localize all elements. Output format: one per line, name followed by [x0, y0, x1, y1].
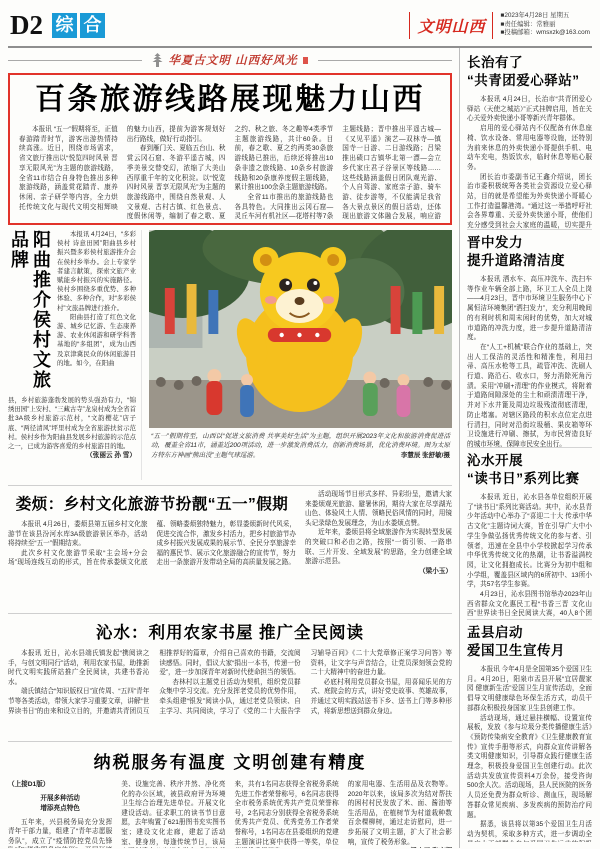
slogan-banner: [8, 51, 452, 69]
yangqu-top: [8, 230, 136, 393]
rail-body: [467, 275, 592, 448]
seal-icon: [303, 57, 308, 64]
qinshui-columns: [8, 649, 452, 737]
rail-paragraph: 本报讯 近日，沁水县各单位组织开展了“读书日”系列比赛活动。其中，沁水县青少年活动中心举办了“喜迎二十大 传承中华古文化”主题诗词大赛，旨在引导广大中小学生争做弘扬优秀传统文化的参与者、引领者，迅速在全县中小学校掀起学习传承中华优秀传统文化的热潮，让书香溢满校园，让文化拥抱成长。比赛分为初中组和小学组，覆盖县区域内的6所初中、13所小学，共57名学生参赛。: [467, 494, 592, 589]
lead-story: [8, 73, 452, 225]
photo-block: [149, 230, 452, 480]
tax-paragraph: 的家用电器、生活用品及衣物等。2020年以来，该局多次为结对帮扶的困村村民发放了米、面、酱油等生活用品，在植树节为村道栽种数百余棵柳树，通过走访慰问，进一步拓展了文明主题，扩大了社会影响，宣传了税务形象。: [347, 781, 452, 846]
masthead-left: [10, 11, 105, 39]
qinshui-reading-story: [8, 613, 452, 737]
tax-columns: [8, 780, 452, 848]
lead-headline: 百条旅游线路展现魅力山西: [35, 83, 425, 116]
paper-name: 文明山西: [409, 12, 493, 39]
rail-headline-line: 长治有了: [467, 55, 523, 70]
slogan-banner-inner: [142, 52, 317, 68]
tax-paragraph: 五年来，兴县税务局充分发挥青年干部力量，组建了“青年志愿服务队”，成立了“疫情防控党员先锋: [8, 818, 113, 845]
tax-paragraph: 来，共有1名同志获得全省税务系统先进工作者荣誉称号，6名同志获得全市税务系统优秀共产党员荣誉称号，2名同志分别获得全省税务系统优秀共产党员、优秀党务工作者荣誉称号，1名同志在县委组织的党建主题演讲比赛中获得一等奖，单位: [234, 781, 339, 846]
yangqu-paragraph: 阳曲县打造了红色文化游、城乡记忆游、生态康养游、农业休闲游和研学科普基地的“多组团”，成为山西及京津冀民众的休闲旅游目的地。如今，在阳曲: [57, 313, 136, 367]
yangqu-paragraph: 县，乡村旅游蓬勃发展的势头强劲有力，“锦绣田园”上安村、“三藏古寺”龙泉村成为全省首批3A级乡村旅游示范村，“文韵樱花”店子底、“两径清风”坪里村成为全省旅游扶贫示范村。侯村乡作为阳曲县发展乡村旅游的示范点之一，已成为游客喜爱的乡村旅游目的地。: [8, 397, 136, 451]
yangqu-story: [8, 230, 142, 480]
tax-subhead: [8, 794, 112, 814]
rail-article-jinzhong: [467, 230, 592, 448]
tax-byline: [348, 847, 452, 848]
section-char-2: 合: [80, 13, 105, 38]
section-badge: [52, 13, 105, 38]
lead-paragraph: 全省11市推出的旅游线路也各具特色。大同推出云冈石窟—灵丘车河有机社区—花塔村等7条主题线路；晋中推出平遥古城—《又见平遥》演艺—双林寺—镇国寺一日游、二日游线路；吕梁推出碛口古镇华北第一漂—会立乡代家庄君子谷景区等线路……这些线路涵盖假日团队观光游、个人自驾游、家庭亲子游、骑车游、徒步游等，不仅能满足我省各大景点景区的假日活动，还体现出旅游文体融合发展，响应游: [234, 126, 441, 221]
qinshui-headline: 沁水：利用农家书屋 推广全民阅读: [95, 624, 365, 642]
rail-headline-line: 晋中发力: [467, 235, 523, 250]
tax-paragraph: 美、设施完善、秩序井然、净化亮化的办公区域，被县政府评为环境卫生综合治理先进单位。开展文化建设活动。征求职工的读书节目意愿，去年购置了621册图书充实图书室；建设文化走廊，建起了活动室、健身房，每逢传统节日，该局: [121, 781, 226, 846]
masthead-right: [409, 12, 590, 39]
yangqu-vertical-headline: 阳曲推介侯村文旅品牌: [9, 230, 51, 390]
rail-headline: [467, 624, 592, 659]
rail-paragraph: 启用的爱心驿站内不仅配备有休息座椅、饮水设备、常用电器等设施，还特别为前来休息的外卖快递小哥提供手机、电动车充电，热饭饮水，临时休息等贴心服务。: [467, 125, 592, 171]
rail-body: [467, 95, 592, 230]
main-column: [8, 48, 459, 848]
loufan-left: [8, 490, 296, 609]
loufan-paragraph: 本报讯 4月26日，娄烦县第五届乡村文化旅游节在该县汾河水库3A级旅游景区举办，活动将持续至“五一”假期结束。: [8, 521, 148, 548]
yangqu-column: [57, 230, 136, 393]
email-line: ■投稿邮箱：wmsxzk@163.com: [500, 29, 590, 37]
loufan-paragraph: 此次乡村文化旅游节采取“主会场+分会场”现场连线互动的形式，旨在传承娄烦文化底蕴、领略娄烦独特魅力，彰显娄烦新时代风采，促进交流合作，激发乡村活力，把乡村旅游节办成乡村振兴发展成果的展示节、全民分享旅游幸福的惠民节、展示文化旅游融合的宣传节，努力走出一条旅游开发带动全局的高质量发展之路。: [8, 521, 296, 567]
rail-body: [467, 493, 592, 620]
right-rail: [459, 48, 592, 848]
parade-photo: [149, 230, 452, 428]
lead-body: [19, 125, 441, 223]
parade-photo-illustration: [149, 230, 452, 428]
tax-column-1: [8, 780, 112, 848]
lead-paragraph: 本报讯 “五一”假期将至，正值春游踏青时节，游客出游热情持续高涨。近日，围绕市场需求，省文旅厅推出以“悦览四时风景 晋享无限风光”为主题的旅游线路，全省11市结合自身特色推出多种旅游线路，涵盖赏花踏青、康养休闲、亲子研学等内容，全力烘托传统文化与现代文明交相辉映的魅力山西，提前为游客规划好出行路线，做好行动指引。: [19, 126, 226, 211]
rail-paragraph: 本报讯 4月24日，长治市“共青团爱心驿站（天使之城站）”正式挂牌启用，旨在关心关爱外卖快递小哥等新兴青年群体。: [467, 96, 592, 123]
section-char-1: 综: [52, 13, 77, 38]
rail-article-qinshui-contest: [467, 448, 592, 620]
rail-headline-line: 提升道路清洁度: [467, 252, 565, 268]
rail-article-yuxian: [467, 620, 592, 842]
rail-article-changzhi: [467, 50, 592, 230]
continued-note: （上接D1版）: [8, 781, 50, 788]
rail-headline: [467, 54, 592, 89]
masthead-info: [500, 12, 590, 38]
tax-headline: 纳税服务有温度 文明创建有精度: [93, 753, 367, 772]
rail-headline-line: “共青团爱心驿站”: [467, 72, 580, 88]
rail-body: [467, 665, 592, 842]
tax-story: [8, 741, 452, 848]
loufan-paragraph: 近年来，娄烦县将全域旅游作为实现转型发展的突破口和必由之路，按照“一街引领、一路串联、三片开发、全域发展”的思路，全力创建全域旅游示范县。: [305, 529, 452, 566]
photo-caption: [149, 428, 452, 460]
rail-headline-line: “读书日”系列比赛: [467, 470, 580, 486]
rail-paragraph: 据悉，该县将以第35个爱国卫生月活动为契机，采取多种方式，进一步调动全: [467, 821, 592, 838]
yangqu-bottom: [8, 396, 136, 480]
loufan-story: [8, 485, 452, 609]
rail-paragraph: 团长治市委副书记王鑫介绍说，团长治市委积极统筹各类社会资源设立爱心驿站，目的就是希望能为外卖快递小哥暖心工作打造温馨港湾。“通过这一举措呼吁社会各界尊重、关爱外卖快递小哥，使他们充分感受到社会大家庭的温暖，切实提升: [467, 173, 592, 230]
qinshui-paragraph: 端氏镇结合“知识版权日”宣传周、“五四”青年节等各类活动，带领大家学习重要文章，讲解“世界读书日”的由来和设立目的，并邀请共青团员互相推荐好的篇章，介绍自己喜欢的书籍，交流阅读感悟。同时，倡议大家“捐出一本书，传递一份爱”，进一步加深青年对新时代使命担当的领悟。: [8, 650, 301, 715]
date-line: ■2023年4月28日 星期五: [500, 12, 570, 20]
qinshui-paragraph: 杏林村以主题党日活动为契机，组织党员群众集中学习交流。充分发挥老党员的优势作用，牵头组建“银发”阅读小队，通过老党员领读、自主学习、共同阅读，学习了《党的二十大报告学习辅导百问》《二十大党章修正案学习问答》等资料，让文字与声音结合，让党员深刻领会党的二十大精神中的奋进力量。: [159, 650, 452, 715]
rail-headline-line: 盂县启动: [467, 625, 523, 640]
qinshui-paragraph: 必底村利用党员群众书屋，用喜闻乐见的方式、庭院会的方式，讲好党史故事、英雄故事，并通过文明实践站送书下乡、送书上门等多种形式，将新思想送到群众身边。: [310, 678, 452, 715]
rail-paragraph: 在“人工+机械”联合作业的基础上，突出人工保洁的灵活性和精准性，利用扫帚、高压水枪等工具，疏管冲洗、洗刷人行道、路沿石、收水口，努力消除死角污渍。采用“冲刷+清理”的作业模式，将附着于道路间隙深处的尘土和顽渍清理干净，并对下水井篦及周边垃圾残渣彻底清理，防止堵塞。对辖区路段的积水点位定点进行清扫，同时对沿街垃圾桶、果皮箱等环卫设施进行冲刷、擦拭，为市民营造良好的城市环境，保障市民安全出行。: [467, 343, 592, 448]
rail-paragraph: 活动现场，通过悬挂横幅、设置宣传展板，发放《参与垃圾分类传播健康生活》《预防传染病安全教育》《卫生健康教育宣传》宣传手册等形式，向群众宣传讲解各类文明健康知识，引导群众践行健康生活理念，积极投身爱国卫生创建行动。此次活动共发放宣传资料4万余份，接受咨询500余人次。活动现场，县人民医院的医务人员还免费为群众听诊、测血压，现场解答群众常见疾病、多发疾病的预防治疗问题。: [467, 714, 592, 819]
page-content: [8, 48, 592, 848]
rail-headline-line: 沁水开展: [467, 453, 523, 468]
page-number: D2: [10, 10, 43, 40]
rail-paragraph: 本报讯 今年4月是全国第35个爱国卫生月。4月20日，阳泉市盂县开展“宜居靓家园 健康新生活”爱国卫生月宣传活动，全面倡导文明健康绿色环保生活方式，动员干部群众积极投身国家卫生县创建工作。: [467, 666, 592, 712]
tax-column-4: [348, 780, 452, 848]
tax-column-2: [121, 780, 225, 848]
loufan-paragraph: 活动现场节目形式多样、异彩纷呈，邀请大家来娄烦观光旅游、避暑休闲，期待大家在尽享湖光山色、体验风土人情、领略民俗风情的同时，用镜头记录绿色发展理念，为山水娄烦点赞。: [305, 491, 452, 527]
loufan-columns: [8, 520, 296, 608]
loufan-byline: （梁小玉）: [419, 567, 452, 575]
loufan-right-column: [305, 490, 452, 609]
qinshui-paragraph: 本报讯 近日，沁水县端氏镇发起“携阅读之手，与创文明同行”活动，利用农家书屋，助推新时代文明实践所站推广全民阅读，共建书香沁水。: [8, 650, 150, 686]
editor-line: ■责任编辑：常雅丽: [500, 20, 556, 28]
rail-headline: [467, 452, 592, 487]
tax-subhead-line: 开展多种活动: [40, 794, 80, 802]
yangqu-paragraph: 本报讯 4月24日，“多彩侯村 诗意田园”阳曲县乡村振兴暨多彩侯村旅游推介会在侯村乡举办。会上专家学者建言献策，探索文旅产业赋能乡村振兴的实施路径。侯村乡围绕多重优势、多种体验、多种合作，对“多彩侯村”文旅品牌进行推介。: [57, 231, 136, 312]
tax-column-3: [235, 780, 339, 848]
yangqu-byline: （张丽云 孙 雪）: [86, 452, 136, 460]
tax-subhead-line: 增添亮点特色: [40, 804, 80, 812]
lead-paragraph: 春到雁门关、夏临五台山、秋赏云冈石窟、冬游平遥古城，四季美景交替变幻，浓缩了大美山西厚重千年的文化积淀。以“悦览四时风景 晋享无限风光”为主题的旅游线路中，围绕自然景观、人文景观、古村古镇、红色景点、度假休闲等，编制了春之歌、夏之约、秋之旅、冬之趣等4类季节主题旅游线路，共计60条。目前，春之歌、夏之约两类30条旅游线路已推出，后续还将推出10条非遗之旅线路、10条乡村旅游线路和20条康养度假主题线路，累计推出100余条主题旅游线路。: [126, 126, 334, 221]
photo-credit: 李慧辰 张舒敏/摄: [400, 451, 450, 459]
rail-paragraph: 4月23日，沁水县图书馆举办2023年山西省群众文化惠民工程“书香三晋 文化山西”世界读书日全民阅读大赛，40人8个团: [467, 591, 592, 618]
rail-headline-line: 爱国卫生宣传月: [467, 642, 565, 658]
masthead: [8, 6, 592, 44]
pagoda-icon: [152, 53, 163, 67]
rail-headline: [467, 234, 592, 269]
loufan-headline: 娄烦：乡村文化旅游节扮靓“五一”假期: [15, 496, 289, 513]
rail-paragraph: 本报讯 洒水车、高压冲洗车、洗扫车等作业车辆全部上路，环卫工人全员上岗——4月23日，晋中市环境卫生服务中心下属恒洁环境集团“洒扫发力”，充分利用晚间的有利时机和周末闲时的优势，加大对城市道路的冲洗力度，进一步提升道路清洁度。: [467, 276, 592, 342]
photo-caption-text: “五一”假期将至，山西以“促进文旅消费 共享美好生活”为主题，组织开展2023年文化和旅游消费促进活动，覆盖全省11市，涵盖近200项活动，进一步激发消费活力，创新消费场景，优化消费环境。图为太原方特东方神画“熊出没”主题气球巡游。: [151, 433, 450, 459]
middle-row: [8, 230, 452, 480]
slogan-text: 华夏古文明 山西好风光: [168, 55, 298, 67]
